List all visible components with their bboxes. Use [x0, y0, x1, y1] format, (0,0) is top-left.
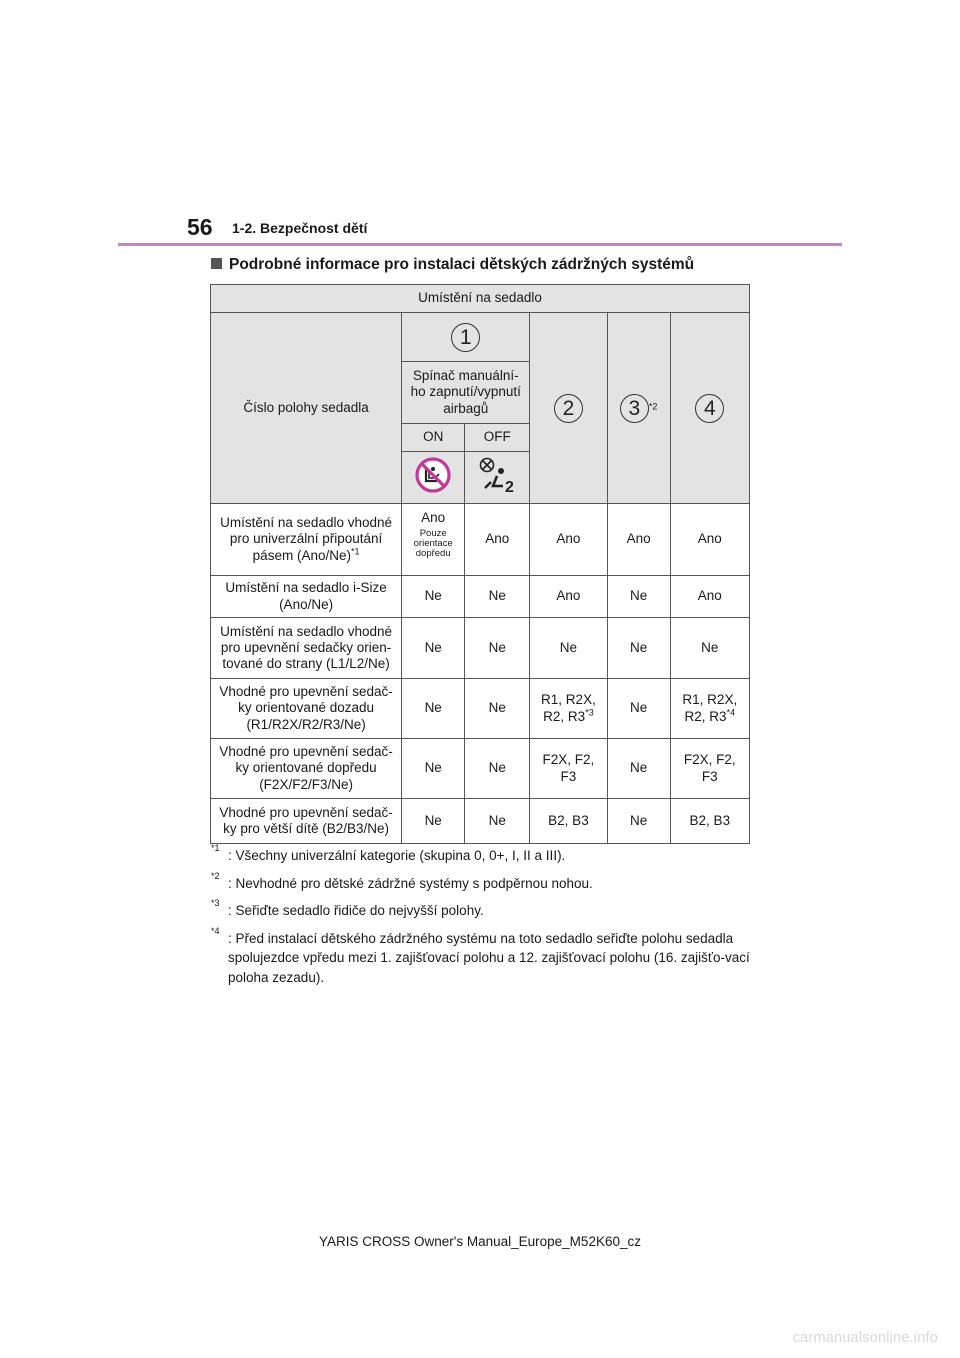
cell-note: *4 [726, 707, 736, 717]
switch-label-line: Spínač manuální- [412, 368, 519, 384]
row-label-line: tované do strany (L1/L2/Ne) [222, 656, 390, 672]
cell-line: F3 [560, 768, 577, 784]
section-heading [211, 256, 694, 274]
no-child-seat-icon [415, 457, 451, 493]
footnote: *2 : Nevhodné pro dětské zádržné systémy s podpěrnou nohou. [211, 870, 593, 891]
cell-off: Ne [465, 618, 530, 679]
cell-off: Ne [465, 739, 530, 799]
heading-text: Podrobné informace pro instalaci dětských zádržných systémů [229, 256, 695, 273]
cell-on: Ne [402, 739, 465, 799]
top-header-cell: Umístění na sedadlo [211, 285, 750, 313]
footnote: *4 : Před instalací dětského zádržného systému na toto sedadlo seřiďte polohu sedadla spolujezdce vpředu mezi 1. zajišťovací polohu a 12. zajišťovací polohu (16. zajišťo-vací poloha zezadu). [211, 925, 750, 985]
footnotes [211, 843, 756, 995]
cell-off: Ano [465, 504, 530, 576]
cell-line: R2, R3 [543, 708, 586, 724]
cell-pos4 [670, 739, 749, 799]
cell-pos3: Ne [607, 618, 670, 679]
position-1-circle: 1 [451, 323, 480, 352]
cell-line: F2X, F2, [683, 752, 736, 768]
cell-note: *3 [585, 707, 594, 717]
cell-pos4 [670, 679, 749, 739]
cell-note: Pouze orientace dopředu [413, 528, 453, 560]
row-label-line: pro upevnění sedačky orien- [220, 639, 392, 655]
cell-pos4: B2, B3 [670, 799, 749, 844]
table-row [211, 799, 750, 844]
cell-pos2 [530, 679, 607, 739]
cell-on: Ne [402, 679, 465, 739]
row-label-line: pásem (Ano/Ne) [252, 547, 351, 563]
row-label-line: Vhodné pro upevnění sedač- [219, 684, 393, 700]
cell-pos2: Ano [530, 576, 607, 618]
row-label-line: ky orientované dozadu [238, 700, 374, 716]
header-divider [118, 243, 842, 246]
cell-on: Ne [402, 618, 465, 679]
cell-on: Ne [402, 576, 465, 618]
cell-pos3: Ne [607, 739, 670, 799]
row-label [211, 618, 402, 679]
row-label [211, 576, 402, 618]
off-label: OFF [465, 424, 530, 452]
position-1-header [402, 313, 530, 362]
cell-off: Ne [465, 679, 530, 739]
position-3-circle: 3 [620, 394, 649, 423]
footnote-mark: *4 [211, 925, 220, 936]
cell-pos4: Ano [670, 504, 749, 576]
footnote: *1 : Všechny univerzální kategorie (skupina 0, 0+, I, II a III). [211, 843, 566, 863]
row-label [211, 679, 402, 739]
cell-pos3: Ne [607, 576, 670, 618]
cell-pos2: Ano [530, 504, 607, 576]
footnote-text: Seřiďte sedadlo řidiče do nejvyšší polohy. [235, 903, 484, 919]
table-row [211, 576, 750, 618]
table-row [211, 618, 750, 679]
cell-off: Ne [465, 576, 530, 618]
row-label [211, 739, 402, 799]
cell-pos3: Ne [607, 799, 670, 844]
footnote-mark: *1 [211, 843, 220, 853]
row-label-line: (R1/R2X/R2/R3/Ne) [246, 716, 366, 732]
row-label-line: Vhodné pro upevnění sedač- [219, 744, 393, 760]
row-label-line: (F2X/F2/F3/Ne) [259, 776, 353, 792]
airbag-off-icon [477, 456, 517, 494]
on-label: ON [402, 424, 465, 452]
cell-pos2: Ne [530, 618, 607, 679]
footnote-mark: *2 [211, 870, 220, 881]
icon-cell-on [402, 452, 465, 504]
cell-on [402, 504, 465, 576]
row-header-label: Číslo polohy sedadla [211, 313, 402, 504]
cell-pos3: Ano [607, 504, 670, 576]
airbag-switch-label [402, 362, 530, 424]
cell-pos3: Ne [607, 679, 670, 739]
seat-position-table [210, 284, 750, 844]
watermark: carmanualsonline.info [792, 1330, 938, 1346]
position-3-header [607, 313, 670, 504]
position-4-circle: 4 [695, 394, 724, 423]
cell-line: R1, R2X, [682, 692, 738, 708]
footnote-text: Před instalací dětského zádržného systému na toto sedadlo seřiďte polohu sedadla spolujezdce vpředu mezi 1. zajišťovací polohu a 12. zajišťovací polohu (16. zajišťo-vací poloha zezadu). [228, 930, 750, 985]
row-label-line: Umístění na sedadlo vhodné [220, 623, 393, 639]
row-label-line: ky orientované dopředu [235, 760, 377, 776]
row-label-note: *1 [350, 546, 360, 557]
cell-line: F2X, F2, [542, 752, 595, 768]
table-top-header-row [211, 285, 750, 313]
row-label-line: Umístění na sedadlo i-Size [225, 580, 387, 596]
row-label [211, 799, 402, 844]
footnote-text: Všechny univerzální kategorie (skupina 0, 0+, I, II a III). [235, 848, 566, 863]
table-row [211, 504, 750, 576]
cell-line: R2, R3 [684, 708, 727, 724]
position-2-header [530, 313, 607, 504]
footnote-mark: *3 [211, 898, 220, 909]
footnote: *3 : Seřiďte sedadlo řidiče do nejvyšší polohy. [211, 898, 484, 919]
row-label-line: ky pro větší dítě (B2/B3/Ne) [223, 821, 389, 836]
cell-line: F3 [701, 768, 718, 784]
position-3-note: *2 [648, 401, 658, 411]
table-row [211, 679, 750, 739]
cell-pos2 [530, 739, 607, 799]
footnote-text: Nevhodné pro dětské zádržné systémy s podpěrnou nohou. [235, 875, 593, 891]
cell-value: Ano [421, 510, 446, 525]
cell-pos4: Ne [670, 618, 749, 679]
square-bullet-icon [211, 258, 222, 269]
cell-pos2: B2, B3 [530, 799, 607, 844]
cell-off: Ne [465, 799, 530, 844]
position-4-header [670, 313, 749, 504]
table-row [211, 739, 750, 799]
switch-label-line: airbagů [443, 400, 489, 416]
switch-label-line: ho zapnutí/vypnutí [410, 384, 521, 400]
svg-text:2: 2 [505, 479, 515, 495]
row-label-line: pro univerzální připoutání [229, 531, 383, 547]
row-label-line: Umístění na sedadlo vhodné [220, 515, 393, 531]
cell-line: R1, R2X, [541, 692, 596, 708]
row-label-line: Vhodné pro upevnění sedač- [219, 804, 393, 820]
page-number: 56 [187, 214, 213, 240]
page-footer: YARIS CROSS Owner's Manual_Europe_M52K60_cz [319, 1234, 641, 1249]
icon-cell-off [465, 452, 530, 504]
position-2-circle: 2 [554, 394, 583, 423]
cell-on: Ne [402, 799, 465, 844]
cell-pos4: Ano [670, 576, 749, 618]
row-label [211, 504, 402, 576]
row-label-line: (Ano/Ne) [279, 596, 334, 612]
section-title: 1-2. Bezpečnost dětí [232, 220, 368, 236]
